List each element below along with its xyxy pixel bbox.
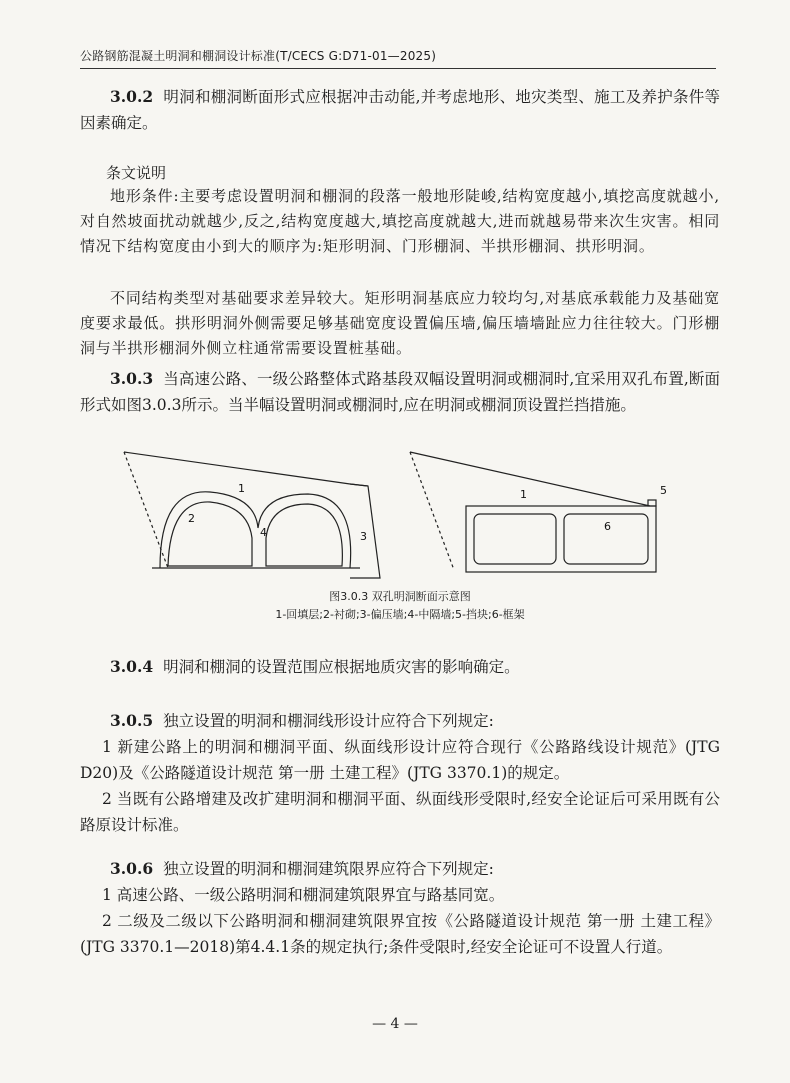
explanation-paragraph-1: 地形条件:主要考虑设置明洞和棚洞的段落一般地形陡峻,结构宽度越小,填挖高度就越小,对自然坡面扰动就越少,反之,结构宽度越大,填挖高度就越大,进而就越易带来次生灾害。相同情况下结构宽度由小到大的顺序为:矩形明洞、门形棚洞、半拱形棚洞、拱形明洞。 xyxy=(80,187,720,255)
clause-3-0-6-item-1: 1 高速公路、一级公路明洞和棚洞建筑限界宜与路基同宽。 xyxy=(102,886,505,904)
slope-line xyxy=(410,452,454,570)
label-bias-wall: 3 xyxy=(360,530,367,543)
clause-text: 明洞和棚洞的设置范围应根据地质灾害的影响确定。 xyxy=(163,658,520,676)
slope-line xyxy=(124,452,168,568)
label-mid-wall: 4 xyxy=(260,526,267,539)
clause-3-0-5-item-1: 1 新建公路上的明洞和棚洞平面、纵面线形设计应符合现行《公路路线设计规范》(JTG D20)及《公路隧道设计规范 第一册 土建工程》(JTG 3370.1)的规定。 xyxy=(80,738,720,782)
left-lining-inner xyxy=(168,502,252,566)
clause-number: 3.0.4 xyxy=(110,657,154,676)
rectangular-frame-diagram xyxy=(410,452,656,572)
clause-3-0-3 xyxy=(80,366,720,418)
page-number: — 4 — xyxy=(372,1016,418,1032)
left-cell xyxy=(474,514,556,564)
clause-number: 3.0.5 xyxy=(110,711,154,730)
clause-3-0-5-item-2: 2 当既有公路增建及改扩建明洞和棚洞平面、纵面线形受限时,经安全论证后可采用既有公路原设计标准。 xyxy=(80,790,720,834)
lining-outer xyxy=(160,492,351,568)
clause-number: 3.0.6 xyxy=(110,859,154,878)
twin-tunnel-section-figure xyxy=(110,448,710,588)
clause-text: 独立设置的明洞和棚洞线形设计应符合下列规定: xyxy=(163,712,494,730)
label-frame: 6 xyxy=(604,520,611,533)
figure-caption: 图3.0.3 双孔明洞断面示意图 xyxy=(329,590,471,603)
label-lining: 2 xyxy=(188,512,195,525)
running-header: 公路钢筋混凝土明洞和棚洞设计标准(T/CECS G:D71-01—2025) xyxy=(80,47,716,69)
label-stop-block: 5 xyxy=(660,484,667,497)
clause-number: 3.0.3 xyxy=(110,369,154,388)
clause-3-0-2 xyxy=(80,84,720,136)
clause-text: 当高速公路、一级公路整体式路基段双幅设置明洞或棚洞时,宜采用双孔布置,断面形式如图3.0.3所示。当半幅设置明洞或棚洞时,应在明洞或棚洞顶设置拦挡措施。 xyxy=(80,370,720,414)
figure-labels xyxy=(188,482,667,543)
clause-text: 独立设置的明洞和棚洞建筑限界应符合下列规定: xyxy=(163,860,494,878)
clause-3-0-6-item-2: 2 二级及二级以下公路明洞和棚洞建筑限界宜按《公路隧道设计规范 第一册 土建工程》(JTG 3370.1—2018)第4.4.1条的规定执行;条件受限时,经安全论证可不设置人行道。 xyxy=(80,912,720,956)
clause-3-0-4 xyxy=(80,654,720,680)
clause-number: 3.0.2 xyxy=(110,87,154,106)
label-backfill: 1 xyxy=(238,482,245,495)
backfill-top-line xyxy=(124,452,350,484)
clause-text: 明洞和棚洞断面形式应根据冲击动能,并考虑地形、地灾类型、施工及养护条件等因素确定。 xyxy=(80,88,720,132)
explanation-paragraph-2: 不同结构类型对基础要求差异较大。矩形明洞基底应力较均匀,对基底承载能力及基础宽度要求最低。拱形明洞外侧需要足够基础宽度设置偏压墙,偏压墙墙趾应力往往较大。门形棚洞与半拱形棚洞外侧立柱通常需要设置桩基础。 xyxy=(80,289,720,357)
stop-block xyxy=(648,500,656,506)
label-backfill-2: 1 xyxy=(520,488,527,501)
explanation-title: 条文说明 xyxy=(106,164,167,182)
right-lining-inner xyxy=(266,504,342,566)
clause-3-0-5 xyxy=(80,708,720,734)
backfill-top-line xyxy=(410,452,650,506)
frame-outer xyxy=(466,506,656,572)
figure-legend: 1-回填层;2-衬砌;3-偏压墙;4-中隔墙;5-挡块;6-框架 xyxy=(275,608,525,621)
clause-3-0-6 xyxy=(80,856,720,882)
arched-twin-tunnel-diagram xyxy=(124,452,380,578)
